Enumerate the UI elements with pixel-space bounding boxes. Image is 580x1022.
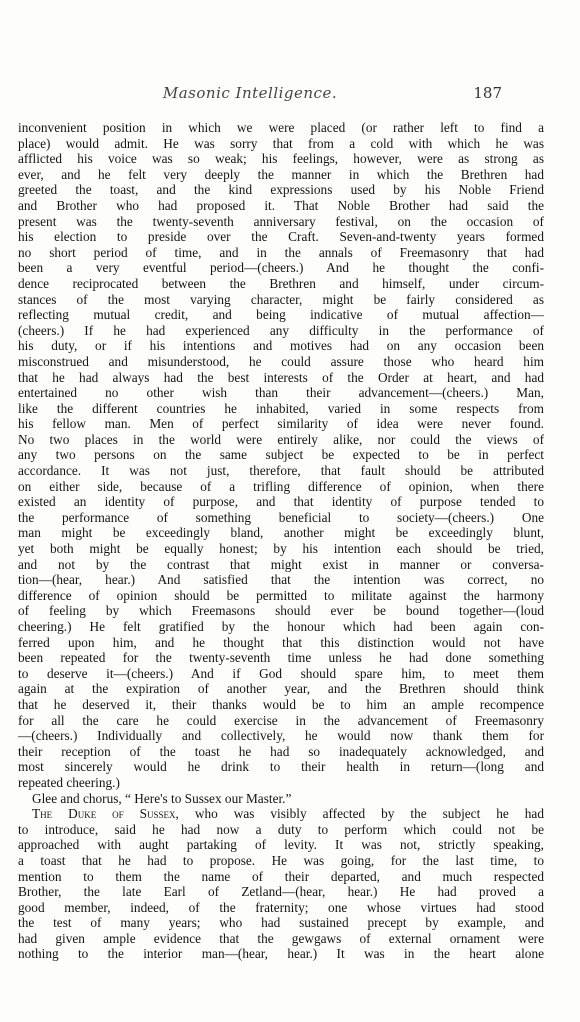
text-line: dence reciprocated between the Brethren and himself, under circum- (18, 275, 544, 291)
text-line: that he deserved it, their thanks would be to him an ample recompence (18, 696, 544, 712)
running-head (0, 84, 580, 106)
text-line: of feeling by which Freemasons should ever be bound together—(loud (18, 603, 544, 619)
text-line: to deserve it—(cheers.) And if God should spare him, to meet them (18, 665, 544, 681)
text-line: to introduce, said he had now a duty to perform which could not be (18, 821, 544, 837)
text-line: stances of the most varying character, might be fairly considered as (18, 291, 544, 307)
text-line: the performance of something beneficial to society—(cheers.) One (18, 509, 544, 525)
text-line: inconvenient position in which we were placed (or rather left to find a (18, 120, 544, 135)
text-line: any two persons on the same subject be expected to be in perfect (18, 447, 544, 463)
text-line: on either side, because of a trifling difference of opinion, when there (18, 478, 544, 494)
text-line: repeated cheering.) (18, 774, 120, 790)
text-line: nothing to the interior man—(hear, hear.) It was in the heart alone (18, 946, 544, 962)
text-line: no short period of time, and in the annals of Freemasonry that had (18, 244, 544, 260)
text-line: his election to preside over the Craft. Seven-and-twenty years formed (18, 229, 544, 245)
text-line: been a very eventful period—(cheers.) And he thought the confi- (18, 260, 544, 276)
paragraph-glee (18, 791, 544, 807)
text-line: been repeated for the twenty-seventh time unless he had done something (18, 650, 544, 666)
text-line: present was the twenty-seventh anniversary festival, on the occasion of (18, 213, 544, 229)
speaker-name: The Duke of Sussex, (32, 806, 179, 822)
text-line: (cheers.) If he had experienced any difficulty in the performance of (18, 322, 544, 338)
text-line: place) would admit. He was sorry that from a cold with which he was (18, 135, 544, 151)
text-line: accordance. It was not just, therefore, that fault should be attributed (18, 463, 544, 479)
text-line: and not by the contrast that might exist in manner or conversa- (18, 556, 544, 572)
text-line: that he had always had the best interests of the Order at heart, and had (18, 369, 544, 385)
text-line: ever, and he felt very deeply the manner in which the Brethren had (18, 166, 544, 182)
text-line: yet both might be equally honest; by his intention each should be tried, (18, 541, 544, 557)
page-number: 187 (473, 84, 502, 102)
text-line: again at the expiration of another year, and the Brethren should think (18, 681, 544, 697)
text-line: afflicted his voice was so weak; his feelings, however, were as strong as (18, 151, 544, 167)
paragraph-duke-toast (18, 806, 544, 962)
text-line: tion—(hear, hear.) And satisfied that the intention was correct, no (18, 572, 544, 588)
text-line: their reception of the toast he had so inadequately acknowledged, and (18, 743, 544, 759)
text-line: ferred upon him, and he thought that this distinction would not have (18, 634, 544, 650)
running-title: Masonic Intelligence. (162, 84, 338, 102)
text-line: —(cheers.) Individually and collectively, he would now thank them for (18, 728, 544, 744)
text-line: greeted the toast, and the kind expressions used by his Noble Friend (18, 182, 544, 198)
text-line: approached with aught partaking of levity. It was not, strictly speaking, (18, 837, 544, 853)
text-line: most sincerely would he drink to their health in return—(long and (18, 759, 544, 775)
text-run: who was visibly affected by the subject he had (178, 806, 544, 822)
text-line: good member, indeed, of the fraternity; one whose virtues had stood (18, 899, 544, 915)
text-line: like the different countries he inhabited, varied in some respects from (18, 400, 544, 416)
text-line: the test of many years; who had sustained precept by example, and (18, 915, 544, 931)
text-line: mention to them the name of their departed, and much respected (18, 868, 544, 884)
text-line: his duty, or if his intentions and motives had on any occasion been (18, 338, 544, 354)
text-line: misconstrued and misunderstood, he could assure those who heard him (18, 353, 544, 369)
text-line: cheering.) He felt gratified by the honour which had been again con- (18, 619, 544, 634)
text-line: and Brother who had proposed it. That Noble Brother had said the (18, 197, 544, 213)
text-line: existed an identity of purpose, and that identity of purpose tended to (18, 494, 544, 510)
text-line: entertained no other wish than their advancement—(cheers.) Man, (18, 385, 544, 401)
text-line: had given ample evidence that the gewgaws of external ornament were (18, 930, 544, 946)
text-line: for all the care he could exercise in the advancement of Freemasonry (18, 712, 544, 728)
text-line: Glee and chorus, “ Here's to Sussex our Master.” (32, 790, 292, 806)
text-line: difference of opinion should be permitted to militate against the harmony (18, 587, 544, 603)
body-text (18, 120, 544, 962)
text-line: reflecting mutual credit, and being indicative of mutual affection— (18, 307, 544, 323)
text-line: man might be exceedingly bland, another might be exceedingly blunt, (18, 525, 544, 541)
paragraph-duke-reply (18, 120, 544, 791)
text-line: Brother, the late Earl of Zetland—(hear, hear.) He had proved a (18, 884, 544, 900)
text-line: No two places in the world were entirely alike, nor could the views of (18, 431, 544, 447)
text-line: a toast that he had to propose. He was going, for the last time, to (18, 852, 544, 868)
text-line: his fellow man. Men of perfect similarity of idea were never found. (18, 416, 544, 432)
text-line (18, 806, 544, 822)
